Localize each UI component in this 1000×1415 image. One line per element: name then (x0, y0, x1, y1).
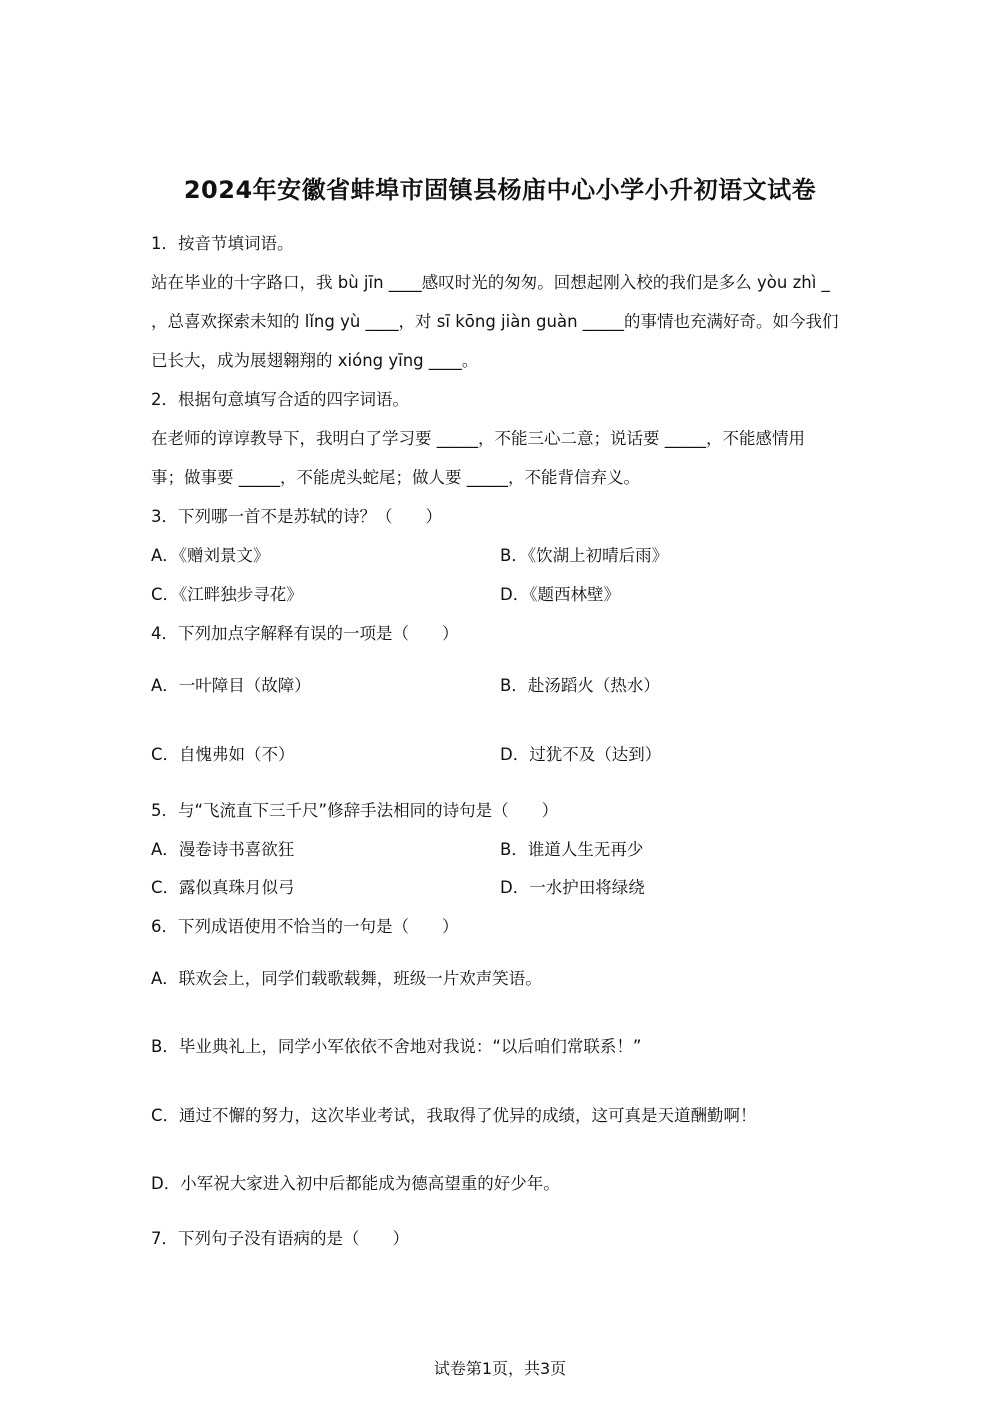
q2-line1: 在老师的谆谆教导下，我明白了学习要 _____，不能三心二意；说话要 _____，不能感情用 (151, 429, 805, 448)
q1-line2: ，总喜欢探索未知的 lǐng yù ____，对 sī kōng jiàn guàn _____的事情也充满好奇。如今我们 (151, 312, 839, 331)
q3-option-a: A．《赠刘景文》 (151, 546, 270, 565)
q3-option-d: D．《题西林壁》 (500, 585, 620, 604)
q4-stem: 4．下列加点字解释有误的一项是（ ） (151, 624, 459, 643)
page-footer: 试卷第1页，共3页 (433, 1359, 567, 1378)
q6-option-c: C．通过不懈的努力，这次毕业考试，我取得了优异的成绩，这可真是天道酬勤啊！ (151, 1106, 757, 1125)
q2-line2: 事；做事要 _____，不能虎头蛇尾；做人要 _____，不能背信弃义。 (151, 468, 640, 487)
q4-option-a: A．一叶障目（故障） (151, 676, 311, 695)
q1-line1: 站在毕业的十字路口，我 bù jīn ____感叹时光的匆匆。回想起刚入校的我们是多么 yòu zhì _ (151, 273, 830, 292)
q5-stem: 5．与“飞流直下三千尺”修辞手法相同的诗句是（ ） (151, 801, 559, 820)
q2-stem: 2．根据句意填写合适的四字词语。 (151, 390, 409, 409)
q4-option-b: B．赴汤蹈火（热水） (500, 676, 660, 695)
q6-option-a: A．联欢会上，同学们载歌载舞，班级一片欢声笑语。 (151, 969, 542, 988)
q5-option-d: D．一水护田将绿绕 (500, 878, 645, 897)
q6-option-d: D．小军祝大家进入初中后都能成为德高望重的好少年。 (151, 1174, 560, 1193)
q3-stem: 3．下列哪一首不是苏轼的诗？（ ） (151, 507, 442, 526)
q3-option-b: B．《饮湖上初晴后雨》 (500, 546, 669, 565)
q3-option-c: C．《江畔独步寻花》 (151, 585, 303, 604)
q7-stem: 7．下列句子没有语病的是（ ） (151, 1229, 409, 1248)
q6-option-b: B．毕业典礼上，同学小军依依不舍地对我说：“以后咱们常联系！” (151, 1037, 642, 1056)
q5-option-a: A．漫卷诗书喜欲狂 (151, 840, 295, 859)
q4-option-d: D．过犹不及（达到） (500, 745, 662, 764)
q5-option-c: C．露似真珠月似弓 (151, 878, 295, 897)
q4-option-c: C．自愧弗如（不） (151, 745, 295, 764)
q1-stem: 1．按音节填词语。 (151, 234, 294, 253)
q1-line3: 已长大，成为展翅翱翔的 xióng yīng ____。 (151, 351, 479, 370)
q5-option-b: B．谁道人生无再少 (500, 840, 644, 859)
page-title: 2024年安徽省蚌埠市固镇县杨庙中心小学小升初语文试卷 (183, 176, 817, 204)
q6-stem: 6．下列成语使用不恰当的一句是（ ） (151, 917, 459, 936)
